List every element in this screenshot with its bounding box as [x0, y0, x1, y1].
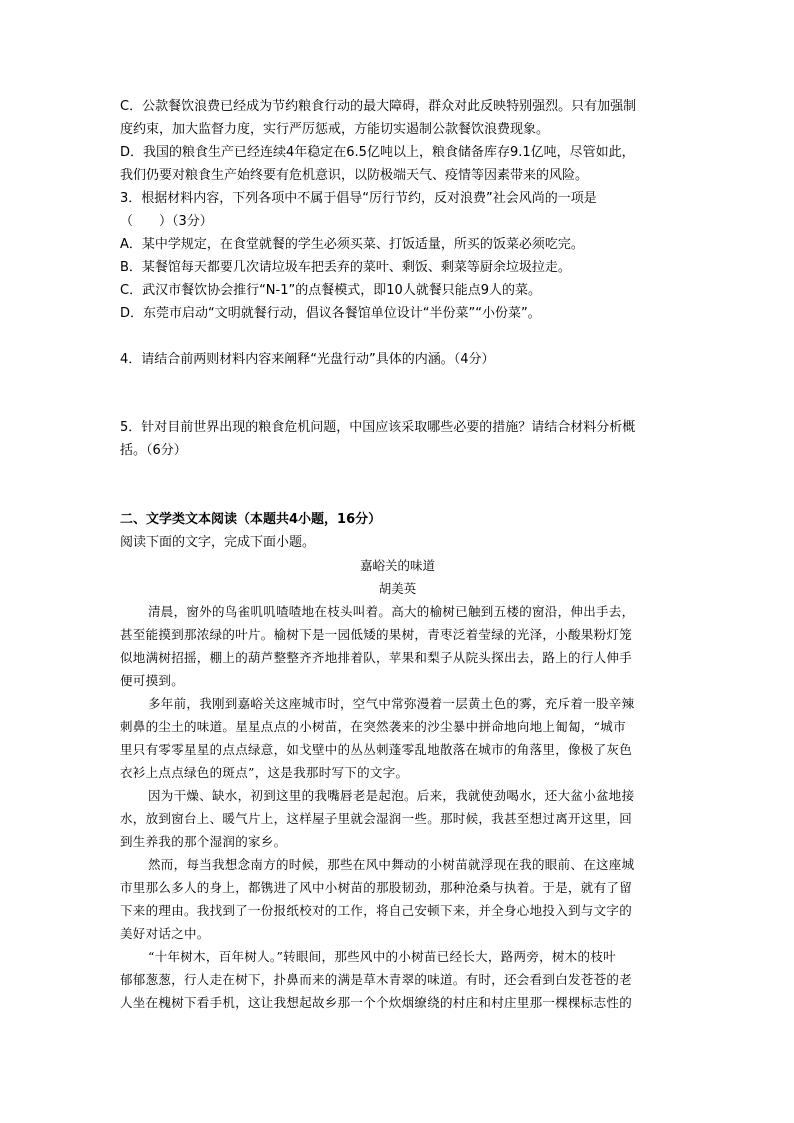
article-line: 似地满树招摇，棚上的葫芦整整齐齐地排着队，苹果和梨子从院头探出去，路上的行人伸手 — [120, 650, 633, 665]
q2-option-c-line2: 度约束，加大监督力度，实行严厉惩戒，方能切实遏制公款餐饮浪费现象。 — [120, 122, 550, 137]
q5-stem-line2: 括。（6分） — [120, 443, 187, 458]
article-line: 刺鼻的尘土的味道。星星点点的小树苗，在突然袭来的沙尘暴中拼命地向地上匍匐，“城市 — [120, 719, 626, 734]
q2-option-c-line1: C．公款餐饮浪费已经成为节约粮食行动的最大障碍，群众对此反映特别强烈。只有加强制 — [120, 99, 637, 114]
article-line: 便可摸到。 — [120, 673, 185, 688]
article-line: 衣衫上点点绿色的斑点”，这是我那时写下的文字。 — [120, 765, 409, 780]
q5-stem-line1: 5．针对目前世界出现的粮食危机问题，中国应该采取哪些必要的措施？请结合材料分析概 — [120, 420, 636, 435]
q3-option-a: A．某中学规定，在食堂就餐的学生必须买菜、打饭适量，所买的饭菜必须吃完。 — [120, 237, 584, 252]
section2-instruction: 阅读下面的文字，完成下面小题。 — [120, 535, 316, 550]
article-line: 人坐在槐树下看手机，这让我想起故乡那一个个炊烟缭绕的村庄和村庄里那一棵棵标志性的 — [120, 995, 633, 1010]
article-line: 郁郁葱葱，行人走在树下，扑鼻而来的满是草木青翠的味道。有时，还会看到白发苍苍的老 — [120, 972, 633, 987]
article-author: 胡美英 — [378, 581, 417, 596]
q3-option-c: C．武汉市餐饮协会推行“N-1”的点餐模式，即10人就餐只能点9人的菜。 — [120, 283, 542, 298]
article-line: 清晨，窗外的鸟雀叽叽喳喳地在枝头叫着。高大的榆树已触到五楼的窗沿，伸出手去， — [148, 604, 635, 619]
article-line: 因为干燥、缺水，初到这里的我嘴唇老是起泡。后来，我就使劲喝水，还大盆小盆地接 — [148, 788, 635, 803]
q2-option-d-line2: 我们仍要对粮食生产始终要有危机意识，以防极端天气、疫情等因素带来的风险。 — [120, 168, 589, 183]
article-line: 下来的理由。我找到了一份报纸校对的工作，将自己安顿下来，并全身心地投入到与文字的 — [120, 903, 633, 918]
article-line: 市里那么多人的身上，都镌进了风中小树苗的那股韧劲，那种沧桑与执着。于是，就有了留 — [120, 880, 633, 895]
article-line: “十年树木，百年树人。”转眼间，那些风中的小树苗已经长大，路两旁，树木的枝叶 — [148, 949, 616, 964]
q4-stem: 4．请结合前两则材料内容来阐释“光盘行动”具体的内涵。（4分） — [120, 352, 495, 367]
article-title: 嘉峪关的味道 — [359, 558, 435, 573]
article-line: 到生养我的那个湿润的家乡。 — [120, 834, 287, 849]
q3-option-d: D．东莞市启动“文明就餐行动，倡议各餐馆单位设计“半份菜”“小份菜”。 — [120, 306, 541, 321]
article-line: 甚至能摸到那浓绿的叶片。榆树下是一园低矮的果树，青枣泛着莹绿的光泽，小酸果粉灯笼 — [120, 627, 633, 642]
article-line: 水，放到窗台上、暖气片上，这样屋子里就会湿润一些。那时候，我甚至想过离开这里，回 — [120, 811, 633, 826]
article-line: 然而，每当我想念南方的时候，那些在风中舞动的小树苗就浮现在我的眼前、在这座城 — [148, 857, 635, 872]
article-line: 美好对话之中。 — [120, 926, 210, 941]
q3-stem-line2: （ ）（3分） — [120, 214, 213, 229]
q2-option-d-line1: D．我国的粮食生产已经连续4年稳定在6.5亿吨以上，粮食储备库存9.1亿吨，尽管如此， — [120, 145, 635, 160]
article-line: 多年前，我刚到嘉峪关这座城市时，空气中常弥漫着一层黄土色的雾，充斥着一股辛辣 — [148, 696, 635, 711]
section2-heading: 二、文学类文本阅读（本题共4小题，16分） — [120, 512, 382, 527]
article-line: 里只有零零星星的点点绿意，如戈壁中的丛丛刺蓬零乱地散落在城市的角落里，像极了灰色 — [120, 742, 633, 757]
q3-option-b: B．某餐馆每天都要几次请垃圾车把丢弃的菜叶、剩饭、剩菜等厨余垃圾拉走。 — [120, 260, 571, 275]
q3-stem-line1: 3．根据材料内容，下列各项中不属于倡导“厉行节约，反对浪费”社会风尚的一项是 — [120, 191, 597, 206]
